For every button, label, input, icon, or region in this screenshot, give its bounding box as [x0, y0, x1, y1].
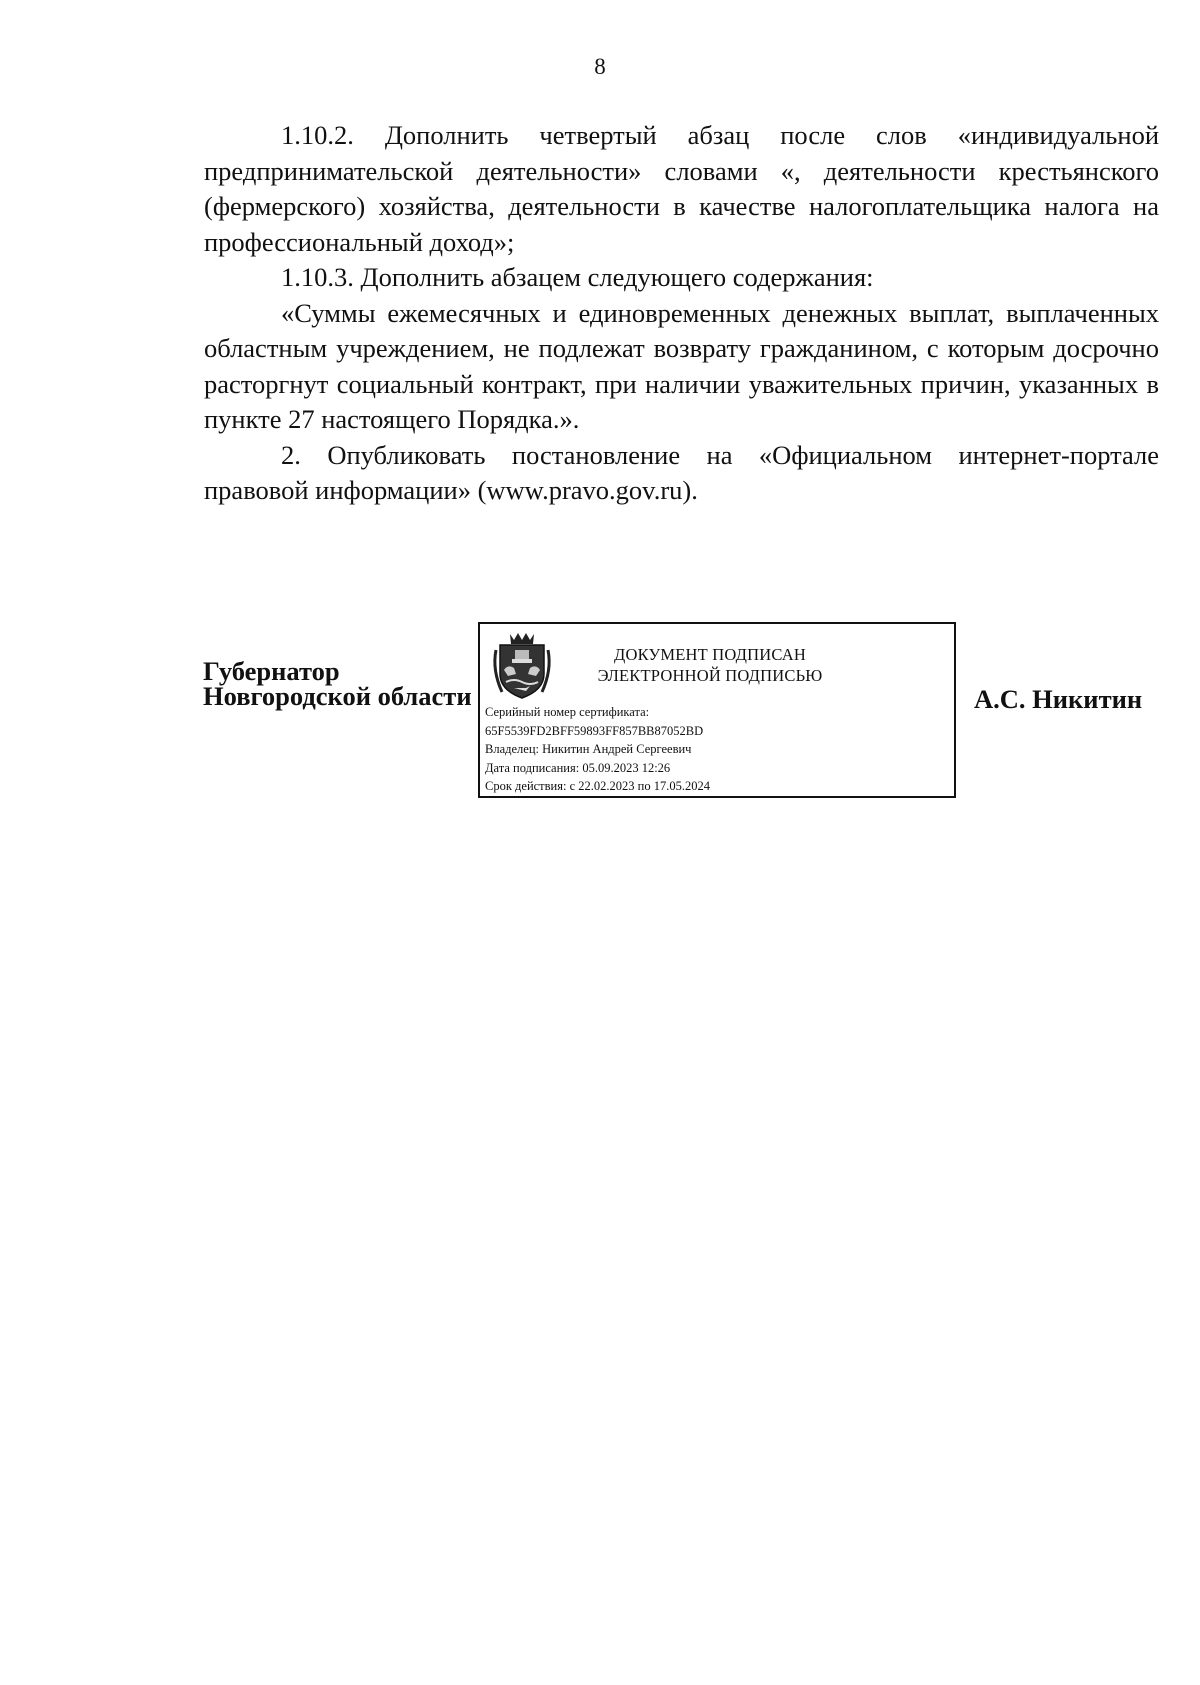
certificate-signed-date: Дата подписания: 05.09.2023 12:26: [485, 760, 671, 775]
document-body: [204, 118, 1159, 509]
paragraph-quoted-amendment: «Суммы ежемесячных и единовременных денежных выплат, выплаченных областным учреждением, не подлежат возврату гражданином, с которым досрочно расторгнут социальный контракт, при наличии уважительных причин, указанных в пункте 27 настоящего Порядка.».: [204, 297, 1159, 434]
signatory-position: [203, 656, 472, 711]
stamp-header: [560, 644, 860, 686]
paragraph-1-10-3: 1.10.3. Дополнить абзацем следующего содержания:: [281, 262, 874, 292]
novgorod-coat-of-arms-icon: [488, 630, 556, 702]
certificate-serial-label: Серийный номер сертификата:: [485, 705, 650, 719]
stamp-certificate-details: [485, 703, 710, 796]
page-number: 8: [594, 54, 606, 79]
stamp-header-line1: ДОКУМЕНТ ПОДПИСАН: [614, 645, 806, 664]
signatory-position-line2: Новгородской области: [203, 681, 472, 711]
electronic-signature-stamp: [478, 622, 956, 798]
certificate-owner: Владелец: Никитин Андрей Сергеевич: [485, 742, 692, 757]
paragraph-2-publish: 2. Опубликовать постановление на «Официальном интернет-портале правовой информации» (www.pravo.gov.ru).: [204, 439, 1159, 505]
paragraph-1-10-2: 1.10.2. Дополнить четвертый абзац после слов «индивидуальной предпринимательской деятельности» словами «, деятельности крестьянского (фермерского) хозяйства, деятельности в качестве налогоплательщика налога на профессиональный доход»;: [204, 120, 1159, 257]
certificate-validity: Срок действия: с 22.02.2023 по 17.05.2024: [485, 779, 710, 794]
signatory-name: А.С. Никитин: [974, 684, 1143, 714]
stamp-header-line2: ЭЛЕКТРОННОЙ ПОДПИСЬЮ: [597, 666, 823, 685]
signatory-position-line1: Губернатор: [203, 656, 340, 686]
certificate-serial-value: 65F5539FD2BFF59893FF857BB87052BD: [485, 723, 704, 738]
